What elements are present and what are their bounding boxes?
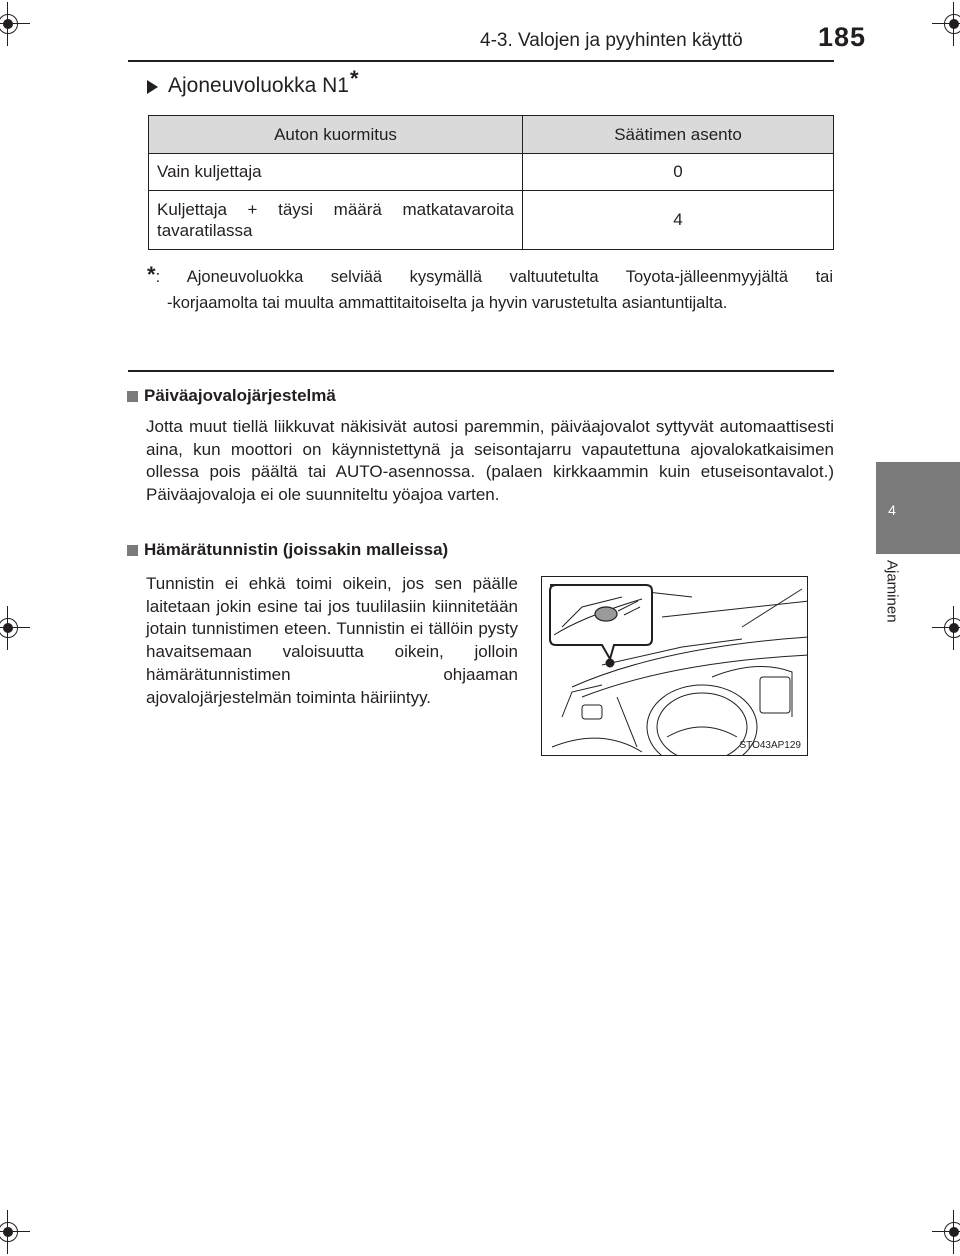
dashboard-sensor-illustration bbox=[541, 576, 808, 756]
table-cell: Vain kuljettaja bbox=[149, 154, 523, 191]
section-heading-text: Päiväajovalojärjestelmä bbox=[144, 386, 336, 405]
footnote-continuation: -korjaamolta tai muulta ammattitaitoiselta ja hyvin varustetulta asiantuntijalta. bbox=[167, 294, 728, 312]
section-heading-text: Hämärätunnistin (joissakin malleissa) bbox=[144, 540, 449, 559]
table-cell: 0 bbox=[523, 154, 834, 191]
registration-mark-bottom-left bbox=[0, 1218, 22, 1246]
table-cell: Kuljettaja + täysi määrä matkatavaroita tavaratilassa bbox=[149, 191, 523, 250]
subheading bbox=[147, 66, 359, 98]
subheading-text: Ajoneuvoluokka N1 bbox=[168, 74, 349, 97]
chapter-label: Ajaminen bbox=[883, 560, 901, 623]
table-cell: 4 bbox=[523, 191, 834, 250]
table-header-cell: Säätimen asento bbox=[523, 116, 834, 154]
registration-mark-top-right bbox=[940, 10, 960, 38]
footnote-line1: : Ajoneuvoluokka selviää kysymällä valtuutetulta Toyota-jälleenmyyjältä tai bbox=[155, 268, 833, 286]
load-adjust-table bbox=[148, 115, 834, 250]
triangle-bullet-icon bbox=[147, 80, 158, 94]
header-rule bbox=[128, 60, 834, 62]
footnote bbox=[147, 262, 833, 316]
section-header-title: 4-3. Valojen ja pyyhinten käyttö bbox=[480, 30, 743, 51]
registration-mark-mid-left bbox=[0, 614, 22, 642]
registration-mark-bottom-right bbox=[940, 1218, 960, 1246]
subheading-marker: * bbox=[349, 66, 359, 91]
square-bullet-icon bbox=[127, 391, 138, 402]
table-row bbox=[149, 191, 834, 250]
section-body-sensor: Tunnistin ei ehkä toimi oikein, jos sen päälle laitetaan jokin esine tai jos tuulilasiin kiinnitetään jotain tunnistimen eteen. Tunnistin ei tällöin pysty havaitsemaan valoisuutta oikein, jolloin hämärätunnistimen ohjaaman ajovalojärjestelmän toiminta häiriintyy. bbox=[146, 574, 518, 707]
section-heading-sensor bbox=[127, 540, 448, 560]
light-sensor-icon bbox=[595, 607, 617, 621]
table-header-row bbox=[149, 116, 834, 154]
section-heading-drl bbox=[127, 386, 336, 406]
square-bullet-icon bbox=[127, 545, 138, 556]
footnote-first-line bbox=[147, 262, 833, 290]
table-header-cell: Auton kuormitus bbox=[149, 116, 523, 154]
chapter-number: 4 bbox=[888, 502, 896, 518]
table-row bbox=[149, 154, 834, 191]
chapter-label-wrap bbox=[878, 560, 906, 650]
footnote-marker: * bbox=[147, 262, 156, 287]
dashboard-drawing bbox=[542, 577, 808, 756]
section-body-drl: Jotta muut tiellä liikkuvat näkisivät autosi paremmin, päiväajovalot syttyvät automaattisesti aina, kun moottori on käynnistettynä ja seisontajarru vapautettuna ajovalokatkaisimen ollessa pois päältä tai AUTO-asennossa. (palaen kirkkaammin kuin etuseisontavalot.) Päiväajovaloja ei ole suunniteltu yöajoa varten. bbox=[146, 417, 834, 504]
registration-mark-mid-right bbox=[940, 614, 960, 642]
registration-mark-top-left bbox=[0, 10, 22, 38]
page-number: 185 bbox=[818, 22, 867, 52]
figure-code: STO43AP129 bbox=[739, 740, 801, 751]
section-divider bbox=[128, 370, 834, 372]
